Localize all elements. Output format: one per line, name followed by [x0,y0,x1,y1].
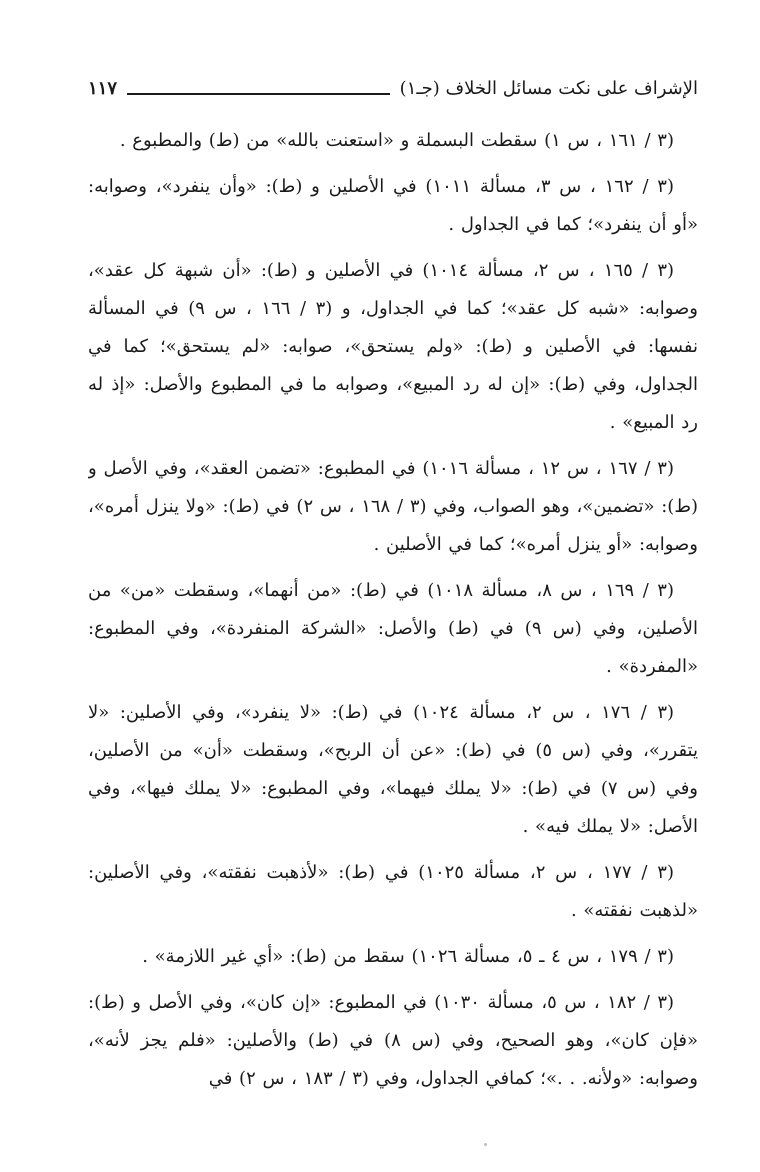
page-speck [484,1143,487,1146]
correction-entry [88,694,698,846]
running-title: الإشراف على نكت مسائل الخلاف (جـ١) [399,77,698,99]
correction-entry [88,854,698,930]
entry-text: (٣ / ١٧٧ ، س ٢، مسألة ١٠٢٥) في (ط): «لأذهبت نفقته»، وفي الأصلين: «لذهبت نفقته» . [88,862,698,921]
entry-text: (٣ / ١٦١ ، س ١) سقطت البسملة و «استعنت بالله» من (ط) والمطبوع . [119,130,674,151]
correction-entry [88,572,698,686]
entry-text: (٣ / ١٦٥ ، س ٢، مسألة ١٠١٤) في الأصلين و (ط): «أن شبهة كل عقد»، وصوابه: «شبه كل عقد»؛ كما في الجداول، و (٣ / ١٦٦ ، س ٩) في المسألة نفسها: في الأصلين و (ط): «ولم يستحق»، صوابه: «لم يستحق»؛ كما في الجداول، وفي (ط): «إن له رد المبيع»، وصوابه ما في المطبوع والأصل: «إذ له رد المبيع» . [88,260,698,433]
entry-text: (٣ / ١٦٢ ، س ٣، مسألة ١٠١١) في الأصلين و (ط): «وأن ينفرد»، وصوابه: «أو أن ينفرد»؛ كما في الجداول . [88,176,698,235]
entry-text: (٣ / ١٧٩ ، س ٤ ـ ٥، مسألة ١٠٢٦) سقط من (ط): «أي غير اللازمة» . [142,946,674,967]
entry-text: (٣ / ١٧٦ ، س ٢، مسألة ١٠٢٤) في (ط): «لا ينفرد»، وفي الأصلين: «لا يتقرر»، وفي (س ٥) في (ط): «عن أن الربح»، وسقطت «أن» من الأصلين، وفي (س ٧) في (ط): «لا يملك فيهما»، وفي المطبوع: «لا يملك فيها»، وفي الأصل: «لا يملك فيه» . [88,702,698,837]
header-rule [127,93,390,95]
correction-entry [88,168,698,244]
correction-entry [88,984,698,1098]
entry-text: (٣ / ١٨٢ ، س ٥، مسألة ١٠٣٠) في المطبوع: «إن كان»، وفي الأصل و (ط): «فإن كان»، وهو الصحيح، وفي (س ٨) في (ط) والأصلين: «فلم يجز لأنه»، وصوابه: «ولأنه. . .»؛ كمافي الجداول، وفي (٣ / ١٨٣ ، س ٢) في [88,992,698,1089]
page-body [88,122,698,1098]
correction-entry [88,252,698,442]
correction-entry [88,450,698,564]
entry-text: (٣ / ١٦٩ ، س ٨، مسألة ١٠١٨) في (ط): «من أنهما»، وسقطت «من» من الأصلين، وفي (س ٩) في (ط) والأصل: «الشركة المنفردة»، وفي المطبوع: «المفردة» . [88,580,698,677]
document-page [88,72,698,1152]
entry-text: (٣ / ١٦٧ ، س ١٢ ، مسألة ١٠١٦) في المطبوع: «تضمن العقد»، وفي الأصل و (ط): «تضمين»، وهو الصواب، وفي (٣ / ١٦٨ ، س ٢) في (ط): «ولا ينزل أمره»، وصوابه: «أو ينزل أمره»؛ كما في الأصلين . [88,458,698,555]
page-header [88,72,698,104]
page-number: ١١٧ [88,77,118,99]
correction-entry [88,122,698,160]
correction-entry [88,938,698,976]
